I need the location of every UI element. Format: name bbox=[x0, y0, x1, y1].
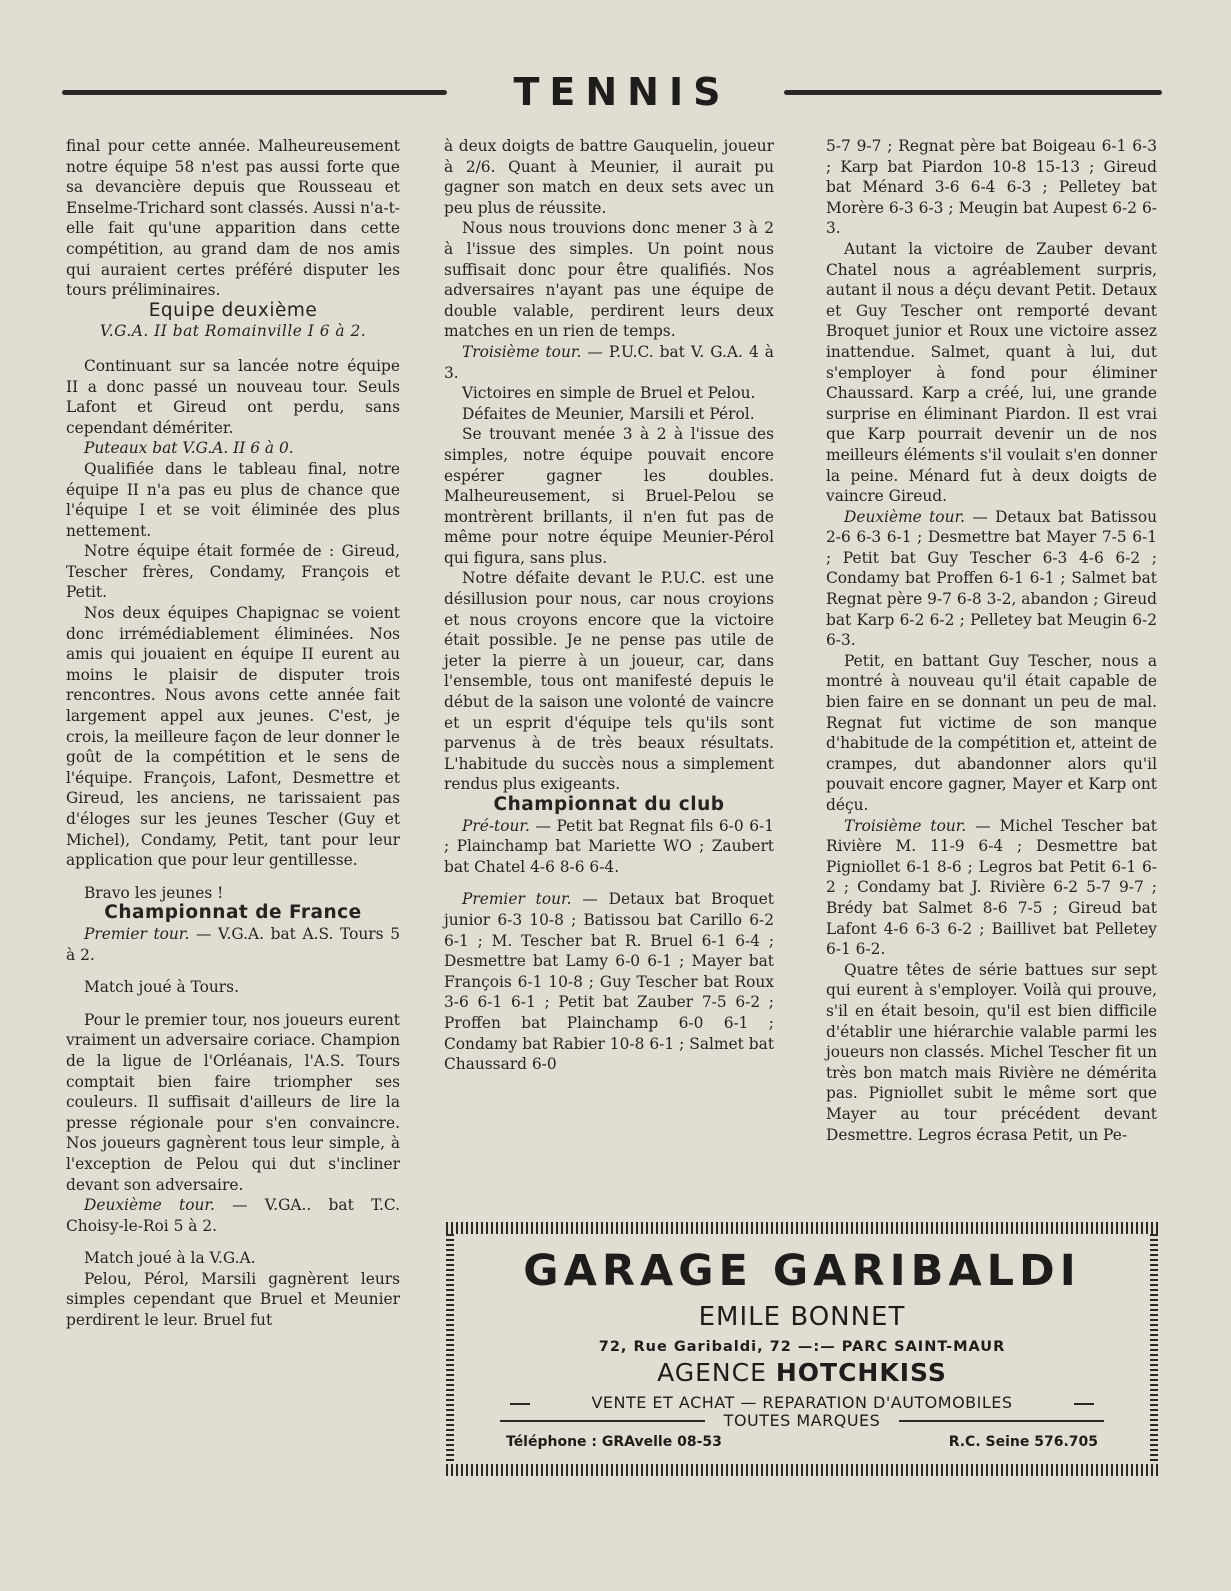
page-title: TENNIS bbox=[513, 70, 731, 114]
ad-agency bbox=[446, 1358, 1158, 1387]
paragraph: Pelou, Pérol, Marsili gagnèrent leurs simples cependant que Bruel et Meunier perdirent le leur. Bruel fut bbox=[66, 1269, 400, 1330]
round-label: Premier tour. bbox=[462, 890, 572, 909]
round-result: — V.G.A. bat A.S. Tours 5 à 2. bbox=[66, 924, 400, 964]
ad-services bbox=[500, 1393, 1104, 1412]
dash-decoration bbox=[510, 1403, 530, 1405]
round-label: Deuxième tour. bbox=[844, 507, 966, 526]
paragraph: Petit, en battant Guy Tescher, nous a montré à nouveau qu'il était capable de bien faire en se donnant un peu de mal. Regnat fut victime de son manque d'habitude de la compétition et, atteint de crampes, dut abandonner alors qu'il pouvait encore gagner, Mayer et Karp ont déçu. bbox=[826, 651, 1157, 814]
column-1 bbox=[66, 136, 400, 1331]
ad-address: 72, Rue Garibaldi, 72 —:— PARC SAINT-MAUR bbox=[598, 1339, 1006, 1355]
round-line bbox=[826, 507, 1157, 651]
round-line bbox=[66, 924, 400, 965]
round-result: — P.U.C. bat V. G.A. 4 à 3. bbox=[444, 342, 774, 382]
column-2 bbox=[444, 136, 774, 1075]
column-3 bbox=[826, 136, 1157, 1145]
paragraph: Continuant sur sa lancée notre équipe II a donc passé un nouveau tour. Seuls Lafont et Gireud ont perdu, sans cependant démériter. bbox=[66, 356, 400, 437]
ad-border-top bbox=[446, 1222, 1158, 1234]
ad-services-text: VENTE ET ACHAT — REPARATION D'AUTOMOBILES bbox=[591, 1393, 1013, 1412]
header-rule-right bbox=[784, 90, 1162, 95]
paragraph: Défaites de Meunier, Marsili et Pérol. bbox=[462, 404, 755, 423]
ad-phone: Téléphone : GRAvelle 08-53 bbox=[506, 1434, 722, 1450]
paragraph: Quatre têtes de série battues sur sept qui eurent à s'employer. Voilà qui prouve, s'il en était besoin, qu'il est bien difficile d'établir une hiérarchie valable parmi les joueurs non classés. Michel Tescher fit un très bon match mais Rivière ne démérita pas. Pigniollet subit le même sort que Mayer au tour précédent devant Desmettre. Legros écrasa Petit, un Pe- bbox=[826, 960, 1157, 1144]
garage-advertisement bbox=[446, 1222, 1158, 1476]
paragraph: Notre équipe était formée de : Gireud, Tescher frères, Condamy, François et Petit. bbox=[66, 542, 400, 602]
round-result: — Petit bat Regnat fils 6-0 6-1 ; Plainchamp bat Mariette WO ; Zaubert bat Chatel 4-6 8-6 6-4. bbox=[444, 816, 774, 876]
paragraph: Qualifiée dans le tableau final, notre équipe II n'a pas eu plus de chance que l'équipe I et se voit éliminée des plus nettement. bbox=[66, 459, 400, 540]
paragraph: Nous nous trouvions donc mener 3 à 2 à l'issue des simples. Un point nous suffisait donc pour être qualifiés. Nos adversaires n'ayant pas une équipe de double valable, perdirent leurs deux matches en un rien de temps. bbox=[444, 219, 774, 341]
round-line bbox=[444, 816, 774, 878]
round-result: — Detaux bat Broquet junior 6-3 10-8 ; Batissou bat Carillo 6-2 6-1 ; M. Tescher bat R. Bruel 6-1 6-4 ; Desmettre bat Lamy 6-0 6-1 ; Mayer bat François 6-1 10-8 ; Guy Tescher bat Roux 3-6 6-1 6-1 ; Petit bat Zauber 7-5 6-2 ; Proffen bat Plainchamp 6-0 6-1 ; Condamy bat Rabier 10-8 6-1 ; Salmet bat Chaussard 6-0 bbox=[444, 890, 774, 1074]
round-line bbox=[66, 1195, 400, 1236]
round-label: Premier tour. bbox=[84, 924, 190, 943]
paragraph: Match joué à Tours. bbox=[84, 978, 239, 997]
paragraph: à deux doigts de battre Gauquelin, joueur à 2/6. Quant à Meunier, il aurait pu gagner son match en deux sets avec un peu plus de réussite. bbox=[444, 137, 774, 217]
paragraph: Autant la victoire de Zauber devant Chatel nous a agréablement surpris, autant il nous a déçu devant Petit. Detaux et Guy Tescher ont remporté devant Broquet junior et Roux une victoire assez inattendue. Salmet, quant à lui, dut s'employer à fond pour éliminer Chaussard. Karp a créé, lui, une grande surprise en éliminant Piardon. Il est vrai que Karp pourrait devenir un de nos meilleurs éléments s'il voulait s'en donner la peine. Ménard fut à deux doigts de vaincre Gireud. bbox=[826, 239, 1157, 506]
section-heading-equipe-deuxieme: Equipe deuxième bbox=[148, 299, 318, 321]
round-line bbox=[444, 342, 774, 383]
ad-owner-name: EMILE BONNET bbox=[698, 1302, 906, 1332]
paragraph: final pour cette année. Malheureusement notre équipe 58 n'est pas aussi forte que sa devancière depuis que Rousseau et Enselme-Trichard sont classés. Aussi n'a-t-elle fait qu'une apparition dans cette compétition, au grand dam de nos amis qui auraient certes préféré disputer les tours préliminaires. bbox=[66, 137, 400, 300]
round-result: — Detaux bat Batissou 2-6 6-3 6-1 ; Desmettre bat Mayer 7-5 6-1 ; Petit bat Guy Tescher 6-3 4-6 6-2 ; Condamy bat Proffen 6-1 6-1 ; Salmet bat Regnat père 9-7 6-8 3-2, abandon ; Gireud bat Karp 6-2 6-2 ; Pelletey bat Meugin 6-2 6-3. bbox=[826, 507, 1157, 650]
ad-brands bbox=[500, 1411, 1104, 1430]
dash-decoration bbox=[1074, 1403, 1094, 1405]
ad-agency-prefix: AGENCE bbox=[657, 1358, 767, 1387]
ad-business-name: GARAGE GARIBALDI bbox=[523, 1246, 1081, 1296]
round-label: Pré-tour. bbox=[462, 816, 530, 835]
ad-registration: R.C. Seine 576.705 bbox=[948, 1434, 1098, 1450]
round-label: Troisième tour. bbox=[462, 342, 582, 361]
ad-brands-text: TOUTES MARQUES bbox=[723, 1411, 881, 1430]
ad-agency-brand: HOTCHKISS bbox=[775, 1358, 947, 1387]
paragraph: Notre défaite devant le P.U.C. est une désillusion pour nous, car nous croyions et nous croyons encore que la victoire était possible. Je ne pense pas utile de jeter la pierre à un joueur, car, dans l'ensemble, tous ont manifesté depuis le début de la saison une volonté de vaincre et un esprit d'équipe tels qu'ils sont parvenus à de très beaux résultats. L'habitude du succès nous a simplement rendus plus exigeants. bbox=[444, 569, 774, 794]
round-label: Troisième tour. bbox=[844, 816, 967, 835]
round-label: Deuxième tour. bbox=[84, 1196, 215, 1215]
ad-border-bottom bbox=[446, 1464, 1158, 1476]
round-result: — V.GA.. bat T.C. Choisy-le-Roi 5 à 2. bbox=[66, 1196, 400, 1235]
rule-decoration bbox=[500, 1420, 705, 1422]
paragraph: Victoires en simple de Bruel et Pelou. bbox=[462, 384, 756, 403]
section-header bbox=[62, 70, 1162, 116]
section-heading-championnat-france: Championnat de France bbox=[104, 902, 362, 924]
header-rule-left bbox=[62, 90, 447, 95]
match-result-line: Puteaux bat V.G.A. II 6 à 0. bbox=[84, 439, 294, 458]
paragraph: Bravo les jeunes ! bbox=[84, 883, 224, 902]
paragraph: Pour le premier tour, nos joueurs eurent vraiment un adversaire coriace. Champion de la ligue de l'Orléanais, l'A.S. Tours comptait bien faire triompher ses couleurs. Il suffisait d'ailleurs de lire la presse régionale pour s'en convaincre. Nos joueurs gagnèrent tous leur simple, à l'exception de Pelou qui dut s'incliner devant son adversaire. bbox=[66, 1010, 400, 1194]
round-line bbox=[826, 816, 1157, 960]
round-result: — Michel Tescher bat Rivière M. 11-9 6-4 ; Desmettre bat Pigniollet 6-1 8-6 ; Legros bat Petit 6-1 6-2 ; Condamy bat J. Rivière 6-2 5-7 9-7 ; Brédy bat Salmet 8-6 7-5 ; Gireud bat Lafont 4-6 6-3 6-2 ; Baillivet bat Pelletey 6-1 6-2. bbox=[826, 816, 1157, 959]
match-result-subheading: V.G.A. II bat Romainville I 6 à 2. bbox=[99, 322, 367, 341]
round-line bbox=[444, 889, 774, 1074]
rule-decoration bbox=[899, 1420, 1104, 1422]
paragraph: Se trouvant menée 3 à 2 à l'issue des simples, notre équipe pouvait encore espérer gagner les doubles. Malheureusement, si Bruel-Pelou se montrèrent brillants, il n'en fut pas de même pour notre équipe Meunier-Pérol qui figura, sans plus. bbox=[444, 425, 774, 567]
section-heading-championnat-club: Championnat du club bbox=[493, 794, 725, 815]
paragraph: Nos deux équipes Chapignac se voient donc irrémédiablement éliminées. Nos amis qui jouaient en équipe II eurent au moins le plaisir de disputer trois rencontres. Nous avons cette année fait largement appel aux jeunes. C'est, je crois, la meilleure façon de leur donner le goût de la compétition et le sens de l'équipe. François, Lafont, Desmettre et Gireud, les anciens, ne tarissaient pas d'éloges sur les jeunes Tescher (Guy et Michel), Condamy, Petit, tant pour leur application que pour leur gentillesse. bbox=[66, 604, 400, 870]
paragraph: 5-7 9-7 ; Regnat père bat Boigeau 6-1 6-3 ; Karp bat Piardon 10-8 15-13 ; Gireud bat Ménard 3-6 6-4 6-3 ; Pelletey bat Morère 6-3 6-3 ; Meugin bat Aupest 6-2 6-3. bbox=[826, 137, 1157, 238]
paragraph: Match joué à la V.G.A. bbox=[84, 1249, 256, 1268]
